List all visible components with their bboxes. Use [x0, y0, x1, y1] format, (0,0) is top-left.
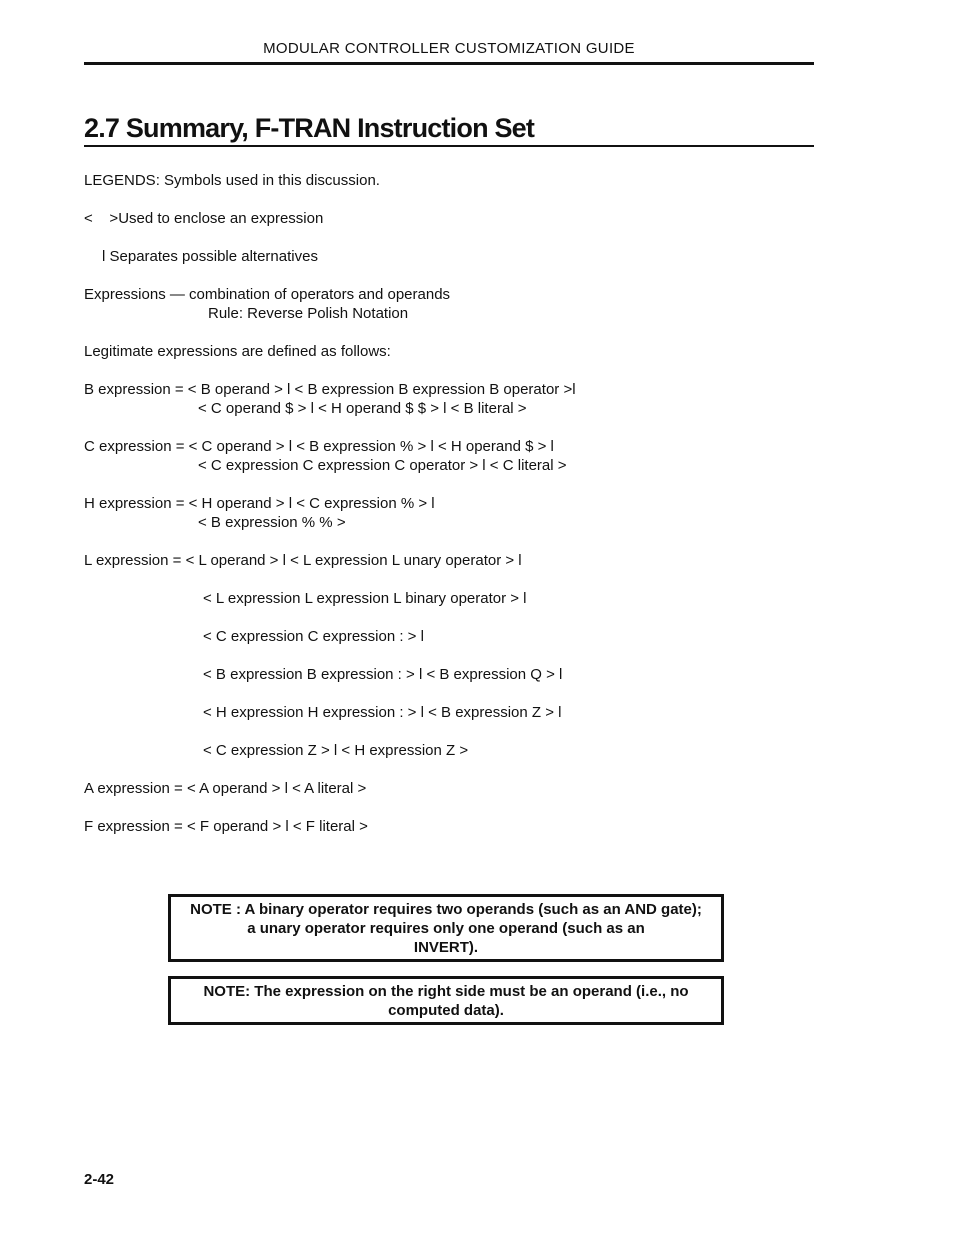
- c-expression-line-1: C expression = < C operand > l < B expression % > l < H operand $ > l: [84, 438, 554, 455]
- l-expression-line-4: < B expression B expression : > l < B expression Q > l: [203, 666, 563, 683]
- h-expression-line-2: < B expression % % >: [198, 514, 346, 531]
- h-expression-line-1: H expression = < H operand > l < C expression % > l: [84, 495, 435, 512]
- legend-separator: l Separates possible alternatives: [102, 248, 318, 265]
- note-right-side-line-2: computed data).: [388, 1002, 504, 1019]
- note-box-right-side: [168, 976, 724, 1025]
- f-expression-line: F expression = < F operand > l < F literal >: [84, 818, 368, 835]
- b-expression-line-1: B expression = < B operand > l < B expression B expression B operator >l: [84, 381, 576, 398]
- legends-intro: LEGENDS: Symbols used in this discussion.: [84, 172, 380, 189]
- note-operators-line-3: INVERT).: [413, 939, 479, 956]
- expressions-definition: Expressions — combination of operators and operands: [84, 286, 451, 303]
- header-rule: [84, 62, 814, 65]
- l-expression-line-3: < C expression C expression : > l: [203, 628, 424, 645]
- note-operators-line-2: a unary operator requires only one operand (such as an: [247, 920, 645, 937]
- c-expression-line-2: < C expression C expression C operator > l < C literal >: [198, 457, 567, 474]
- expressions-rule: Rule: Reverse Polish Notation: [208, 305, 409, 322]
- l-expression-line-1: L expression = < L operand > l < L expression L unary operator > l: [84, 552, 522, 569]
- note-right-side-line-1: NOTE: The expression on the right side must be an operand (i.e., no: [203, 983, 689, 1000]
- b-expression-line-2: < C operand $ > l < H operand $ $ > l < B literal >: [198, 400, 527, 417]
- legitimate-expressions-intro: Legitimate expressions are defined as follows:: [84, 343, 391, 360]
- section-title: 2.7 Summary, F-TRAN Instruction Set: [84, 113, 535, 143]
- note-operators-line-1: NOTE : A binary operator requires two operands (such as an AND gate);: [190, 901, 702, 918]
- l-expression-line-6: < C expression Z > l < H expression Z >: [203, 742, 469, 759]
- l-expression-line-2: < L expression L expression L binary operator > l: [203, 590, 527, 607]
- l-expression-line-5: < H expression H expression : > l < B expression Z > l: [203, 704, 562, 721]
- legend-angle-brackets: < >Used to enclose an expression: [84, 210, 324, 227]
- page-number: 2-42: [84, 1171, 115, 1188]
- title-rule: [84, 145, 814, 147]
- note-box-operators: [168, 894, 724, 962]
- a-expression-line: A expression = < A operand > l < A literal >: [84, 780, 367, 797]
- running-header: MODULAR CONTROLLER CUSTOMIZATION GUIDE: [263, 40, 635, 57]
